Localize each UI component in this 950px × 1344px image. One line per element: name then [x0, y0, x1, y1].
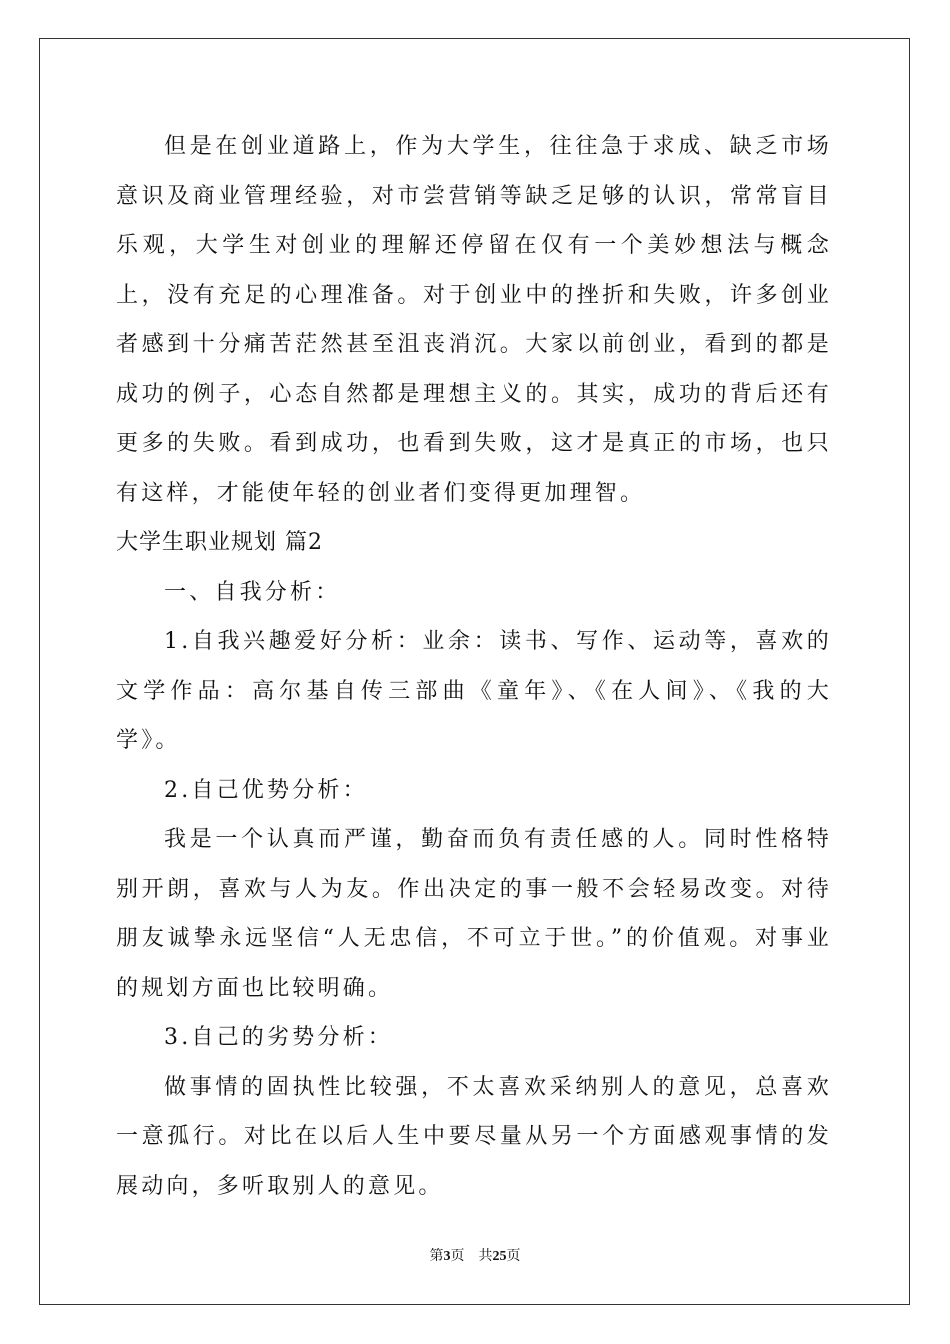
footer-page-suffix: 页 — [450, 1249, 465, 1264]
paragraph-weaknesses: 做事情的固执性比较强，不太喜欢采纳别人的意见，总喜欢一意孤行。对比在以后人生中要尽量从另一个方面感观事情的发展动向，多听取别人的意见。 — [116, 1074, 832, 1199]
current-page-number: 3 — [443, 1249, 451, 1264]
heading-strengths: 2.自己优势分析： — [164, 777, 368, 803]
document-body — [116, 122, 832, 1211]
footer-total-prefix: 共 — [478, 1249, 493, 1264]
heading-self-analysis: 一、自我分析： — [164, 579, 341, 605]
paragraph-strengths: 我是一个认真而严谨，勤奋而负有责任感的人。同时性格特别开朗，喜欢与人为友。作出决定的事一般不会轻易改变。对待朋友诚挚永远坚信“人无忠信，不可立于世。”的价值观。对事业的规划方面也比较明确。 — [116, 827, 832, 1001]
footer-prefix: 第 — [429, 1249, 444, 1264]
total-page-count: 25 — [492, 1249, 507, 1264]
footer-total-suffix: 页 — [506, 1249, 521, 1264]
page-footer — [0, 1245, 950, 1265]
paragraph-entrepreneurship: 但是在创业道路上，作为大学生，往往急于求成、缺乏市场意识及商业管理经验，对市尝营销等缺乏足够的认识，常常盲目乐观，大学生对创业的理解还停留在仅有一个美妙想法与概念上，没有充足的心理准备。对于创业中的挫折和失败，许多创业者感到十分痛苦茫然甚至沮丧消沉。大家以前创业，看到的都是成功的例子，心态自然都是理想主义的。其实，成功的背后还有更多的失败。看到成功，也看到失败，这才是真正的市场，也只有这样，才能使年轻的创业者们变得更加理智。 — [116, 134, 832, 506]
section-title: 大学生职业规划 篇2 — [116, 530, 323, 555]
paragraph-interests: 1.自我兴趣爱好分析：业余：读书、写作、运动等，喜欢的文学作品：高尔基自传三部曲《童年》、《在人间》、《我的大学》。 — [116, 629, 832, 753]
heading-weaknesses: 3.自己的劣势分析： — [164, 1025, 393, 1050]
